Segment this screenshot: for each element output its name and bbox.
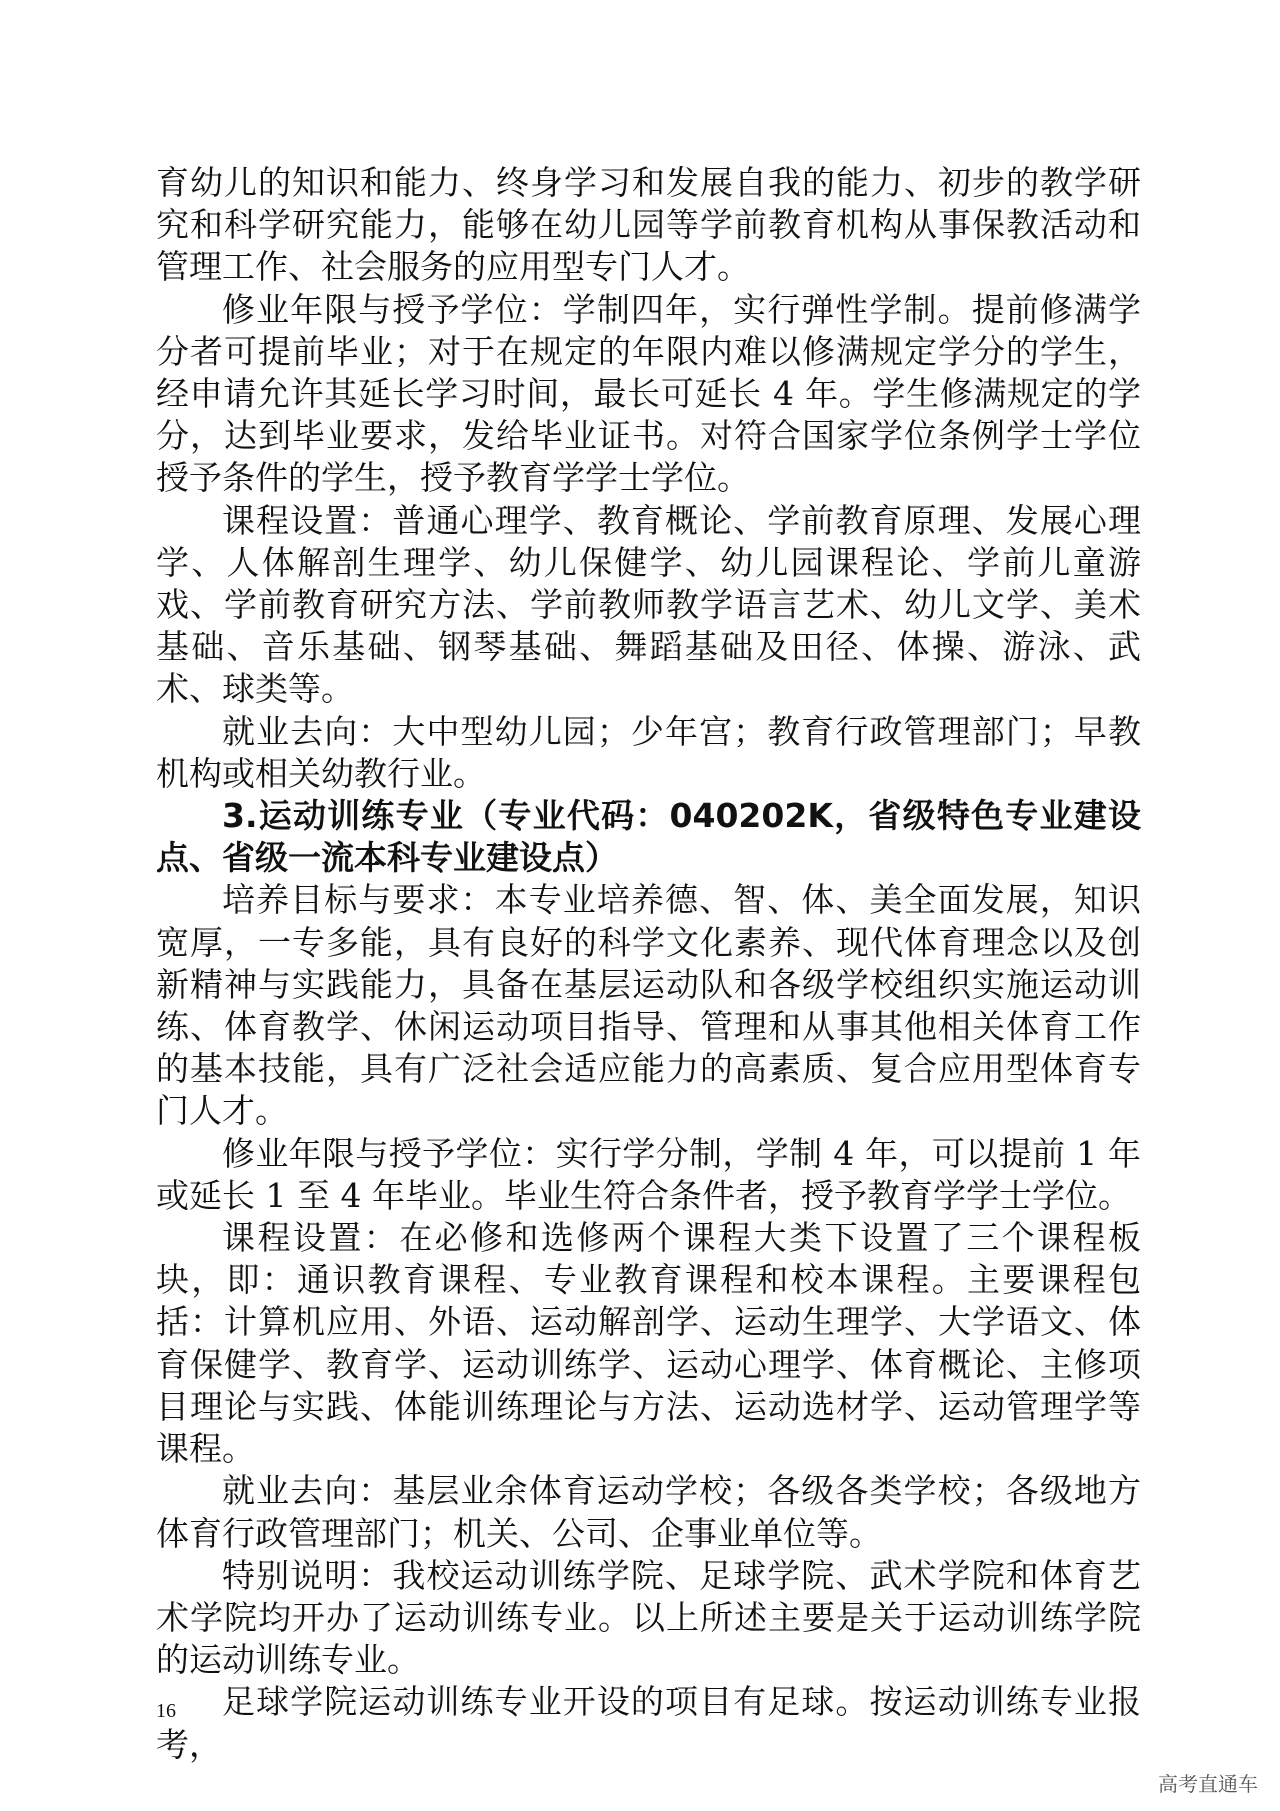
paragraph-continuation: 育幼儿的知识和能力、终身学习和发展自我的能力、初步的教学研究和科学研究能力，能够在幼儿园等学前教育机构从事保教活动和管理工作、社会服务的应用型专门人才。 — [156, 163, 1141, 287]
paragraph-special-note: 特别说明：我校运动训练学院、足球学院、武术学院和体育艺术学院均开办了运动训练专业。以上所述主要是关于运动训练学院的运动训练专业。 — [156, 1555, 1141, 1680]
watermark: 高考直通车 — [1158, 1772, 1258, 1796]
paragraph-football-college: 足球学院运动训练专业开设的项目有足球。按运动训练专业报考， — [156, 1682, 1141, 1764]
page-number: 16 — [156, 1700, 176, 1722]
document-body — [156, 162, 1141, 1766]
paragraph-degree-duration-2: 修业年限与授予学位：实行学分制，学制 4 年，可以提前 1 年或延长 1 至 4 年毕业。毕业生符合条件者，授予教育学学士学位。 — [156, 1133, 1141, 1215]
paragraph-degree-duration: 修业年限与授予学位：学制四年，实行弹性学制。提前修满学分者可提前毕业；对于在规定的年限内难以修满规定学分的学生，经申请允许其延长学习时间，最长可延长 4 年。学生修满规定的学分，达到毕业要求，发给毕业证书。对符合国家学位条例学士学位授予条件的学生，授予教育学学士学位。 — [156, 289, 1141, 498]
paragraph-curriculum: 课程设置：普通心理学、教育概论、学前教育原理、发展心理学、人体解剖生理学、幼儿保健学、幼儿园课程论、学前儿童游戏、学前教育研究方法、学前教师教学语言艺术、幼儿文学、美术基础、音乐基础、钢琴基础、舞蹈基础及田径、体操、游泳、武术、球类等。 — [156, 500, 1141, 709]
paragraph-employment-2: 就业去向：基层业余体育运动学校；各级各类学校；各级地方体育行政管理部门；机关、公司、企事业单位等。 — [156, 1471, 1141, 1553]
section-heading: 3.运动训练专业（专业代码：040202K，省级特色专业建设点、省级一流本科专业建设点） — [156, 796, 1141, 878]
paragraph-employment: 就业去向：大中型幼儿园；少年宫；教育行政管理部门；早教机构或相关幼教行业。 — [156, 711, 1141, 793]
paragraph-curriculum-2: 课程设置：在必修和选修两个课程大类下设置了三个课程板块，即：通识教育课程、专业教育课程和校本课程。主要课程包括：计算机应用、外语、运动解剖学、运动生理学、大学语文、体育保健学、教育学、运动训练学、运动心理学、体育概论、主修项目理论与实践、体能训练理论与方法、运动选材学、运动管理学等课程。 — [156, 1218, 1141, 1469]
paragraph-training-goals: 培养目标与要求：本专业培养德、智、体、美全面发展，知识宽厚，一专多能，具有良好的科学文化素养、现代体育理念以及创新精神与实践能力，具备在基层运动队和各级学校组织实施运动训练、体育教学、休闲运动项目指导、管理和从事其他相关体育工作的基本技能，具有广泛社会适应能力的高素质、复合应用型体育专门人才。 — [156, 880, 1141, 1131]
